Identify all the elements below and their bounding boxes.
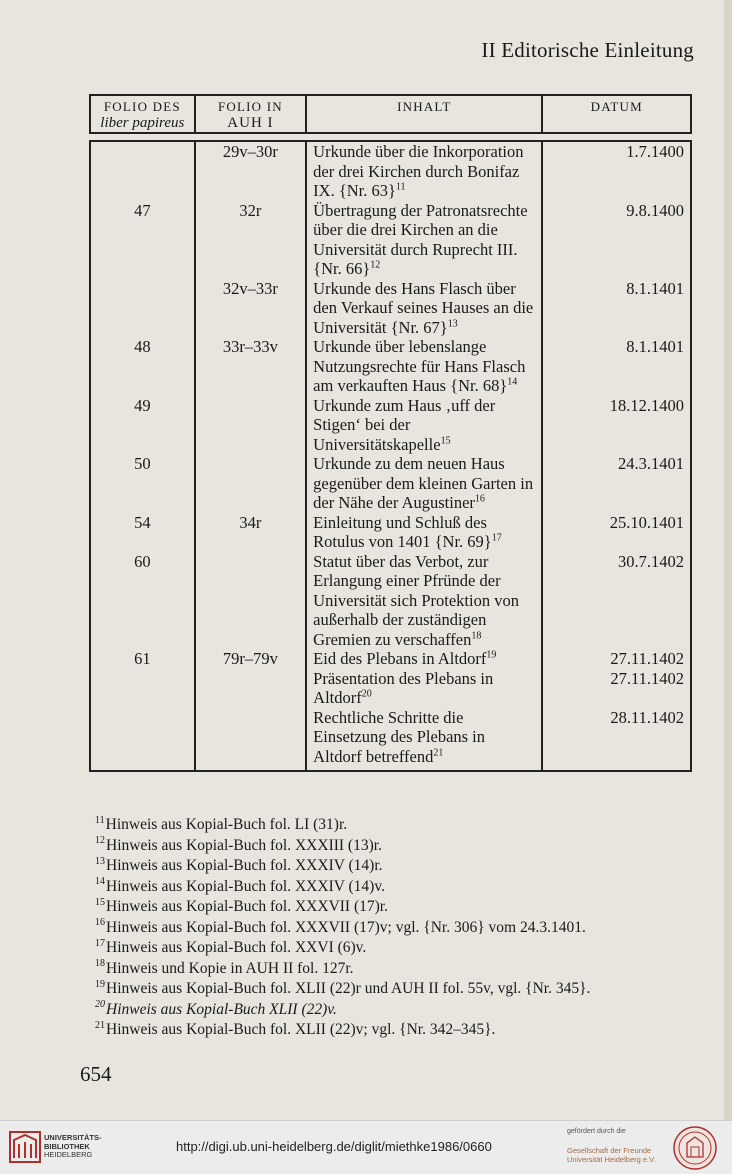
footnote-text: Hinweis aus Kopial-Buch fol. XXXVII (17)v; vgl. {Nr. 306} vom 24.3.1401. <box>106 918 586 936</box>
footnote-text: Hinweis aus Kopial-Buch fol. XXXVII (17)r. <box>106 898 388 915</box>
header-folio-liber-line2: liber papireus <box>100 115 185 131</box>
folio-liber-cell-text: 48 <box>134 337 151 356</box>
folio-auh-cell <box>195 454 307 513</box>
footnote-text: Hinweis aus Kopial-Buch fol. XLII (22)v; vgl. {Nr. 342–345}. <box>106 1021 496 1038</box>
inhalt-cell <box>306 708 542 772</box>
datum-cell <box>542 279 691 338</box>
folio-auh-cell <box>195 669 307 708</box>
sponsor-block <box>567 1128 656 1164</box>
footnote <box>95 959 695 980</box>
footnote-reference[interactable]: 17 <box>491 532 502 544</box>
footnote-number: 19 <box>95 978 105 990</box>
folio-liber-cell-text: 54 <box>134 512 151 532</box>
folio-auh-cell <box>195 141 307 201</box>
footnote <box>95 897 695 918</box>
datum-cell <box>542 513 691 552</box>
inhalt-cell-text: Statut über das Verbot, zur Erlangung einer Pfründe der Universität sich Protektion von außerhalb der zuständigen Gremien zu verschaffen <box>313 551 519 649</box>
folio-liber-cell <box>90 552 195 650</box>
footnote-number: 11 <box>95 814 105 826</box>
inhalt-cell-text: Urkunde zum Haus ‚uff der Stigen‘ bei der Universitätskapelle <box>313 395 496 454</box>
footnote-number: 18 <box>95 958 105 970</box>
inhalt-cell-text: Urkunde zu dem neuen Haus gegenüber dem kleinen Garten in der Nähe der Augustiner <box>313 454 534 512</box>
page-gutter-shadow <box>724 0 732 1120</box>
datum-cell-text: 25.10.1401 <box>609 512 684 532</box>
footnote-reference[interactable]: 15 <box>440 435 451 446</box>
folio-auh-cell <box>195 337 307 396</box>
header-folio-liber <box>90 95 195 133</box>
datum-cell <box>542 649 691 669</box>
folio-liber-cell <box>90 513 195 552</box>
folio-auh-cell <box>195 396 307 455</box>
header-folio-liber-line1: FOLIO DES <box>103 99 181 114</box>
folio-auh-cell-text: 32v–33r <box>222 278 278 298</box>
inhalt-cell-text: Präsentation des Plebans in Altdorf <box>313 668 494 707</box>
footnote-reference[interactable]: 12 <box>370 259 381 271</box>
footnote-number: 20 <box>95 999 105 1011</box>
footnote-text: Hinweis aus Kopial-Buch fol. XLII (22)r und AUH II fol. 55v, vgl. {Nr. 345}. <box>106 980 591 997</box>
permalink-url[interactable]: http://digi.ub.uni-heidelberg.de/diglit/miethke1986/0660 <box>176 1139 492 1154</box>
table-row <box>90 337 691 396</box>
table-row <box>90 513 691 552</box>
footnote-reference[interactable]: 14 <box>507 376 518 388</box>
folio-table <box>89 94 692 772</box>
table-row <box>90 649 691 669</box>
datum-cell <box>542 669 691 708</box>
university-seal-icon <box>672 1125 718 1171</box>
inhalt-cell <box>306 141 542 201</box>
library-name-line3: HEIDELBERG <box>44 1150 93 1159</box>
inhalt-cell <box>306 337 542 396</box>
footnotes <box>95 815 695 1041</box>
datum-cell-text: 1.7.1400 <box>626 142 684 161</box>
datum-cell-text: 28.11.1402 <box>610 707 684 727</box>
datum-cell <box>542 337 691 396</box>
inhalt-cell <box>306 201 542 279</box>
datum-cell <box>542 708 691 772</box>
footnote <box>95 815 695 836</box>
table-row <box>90 454 691 513</box>
folio-liber-cell <box>90 201 195 279</box>
folio-auh-cell-text: 34r <box>239 512 262 532</box>
datum-cell <box>542 396 691 455</box>
datum-cell <box>542 141 691 201</box>
sponsor-name-line1: Gesellschaft der Freunde <box>567 1146 652 1155</box>
folio-liber-cell <box>90 279 195 338</box>
footnote-reference[interactable]: 19 <box>486 649 497 661</box>
table-row <box>90 552 691 650</box>
datum-cell <box>542 552 691 650</box>
folio-liber-cell-text: 47 <box>134 200 151 220</box>
folio-auh-cell <box>195 279 307 338</box>
footnote-reference[interactable]: 16 <box>474 493 485 505</box>
footnote-text: Hinweis aus Kopial-Buch fol. LI (31)r. <box>105 816 348 833</box>
table-row <box>90 141 691 201</box>
folio-liber-cell <box>90 649 195 669</box>
datum-cell-text: 8.1.1401 <box>626 278 684 298</box>
header-folio-auh-line1: FOLIO IN <box>217 99 283 114</box>
footnote-text: Hinweis aus Kopial-Buch fol. XXXIV (14)r. <box>106 857 383 874</box>
folio-liber-cell <box>90 708 195 772</box>
footnote-text: Hinweis und Kopie in AUH II fol. 127r. <box>106 959 354 977</box>
inhalt-cell <box>306 649 542 669</box>
header-datum: DATUM <box>542 95 691 133</box>
folio-auh-cell-text: 33r–33v <box>222 337 278 356</box>
inhalt-cell-text: Rechtliche Schritte die Einsetzung des Plebans in Altdorf betreffend <box>313 707 486 766</box>
datum-cell <box>542 454 691 513</box>
digitization-footer <box>0 1120 732 1174</box>
table-row <box>90 279 691 338</box>
datum-cell-text: 24.3.1401 <box>618 454 684 473</box>
inhalt-cell-text: Urkunde über die Inkorporation der drei Kirchen durch Bonifaz IX. {Nr. 63} <box>313 142 524 200</box>
datum-cell-text: 27.11.1402 <box>610 649 684 668</box>
footnote-reference[interactable]: 18 <box>471 630 482 641</box>
inhalt-cell-text: Übertragung der Patronatsrechte über die drei Kirchen an die Universität durch Ruprecht III. {Nr. 66} <box>313 200 528 278</box>
folio-auh-cell-text: 32r <box>239 200 262 220</box>
library-name-line1: UNIVERSITÄTS- <box>44 1133 102 1142</box>
folio-auh-cell-text: 79r–79v <box>222 649 278 668</box>
footnote-number: 17 <box>95 937 105 949</box>
datum-cell-text: 8.1.1401 <box>626 337 684 356</box>
page-number: 654 <box>80 1062 112 1086</box>
footnote-number: 12 <box>95 835 105 847</box>
folio-liber-cell-text: 61 <box>134 649 151 668</box>
table-row <box>90 669 691 708</box>
folio-liber-cell <box>90 337 195 396</box>
folio-auh-cell <box>195 513 307 552</box>
folio-auh-cell <box>195 649 307 669</box>
folio-liber-cell <box>90 669 195 708</box>
library-name-line2: BIBLIOTHEK <box>44 1141 90 1151</box>
folio-liber-cell-text: 49 <box>134 395 151 415</box>
footnote <box>95 856 695 877</box>
table-row <box>90 396 691 455</box>
footnote-number: 13 <box>95 855 105 867</box>
inhalt-cell <box>306 454 542 513</box>
footnote-reference[interactable]: 20 <box>361 688 372 700</box>
table-row <box>90 708 691 772</box>
footnote <box>95 1020 695 1041</box>
library-name <box>44 1134 102 1160</box>
datum-cell-text: 9.8.1400 <box>626 200 684 220</box>
inhalt-cell <box>306 552 542 650</box>
folio-liber-cell-text: 50 <box>134 454 151 473</box>
footnote <box>95 877 695 898</box>
header-folio-auh-line2: AUH I <box>227 115 274 131</box>
footnote-text: Hinweis aus Kopial-Buch XLII (22)v. <box>106 1000 337 1018</box>
footnote-number: 14 <box>95 876 105 888</box>
sponsor-label: gefördert durch die <box>567 1128 626 1135</box>
inhalt-cell <box>306 669 542 708</box>
table-row <box>90 201 691 279</box>
footnote-text: Hinweis aus Kopial-Buch fol. XXXIII (13)r. <box>106 836 382 854</box>
sponsor-name-line2: Universität Heidelberg e.V. <box>567 1155 656 1164</box>
inhalt-cell-text: Einleitung und Schluß des Rotulus von 1401 {Nr. 69} <box>313 512 492 551</box>
inhalt-cell <box>306 396 542 455</box>
header-folio-auh <box>195 95 307 133</box>
datum-cell-text: 27.11.1402 <box>610 668 684 688</box>
inhalt-cell-text: Eid des Plebans in Altdorf <box>313 649 487 668</box>
datum-cell-text: 18.12.1400 <box>609 395 684 415</box>
footnote-reference[interactable]: 11 <box>395 181 406 193</box>
footnote-reference[interactable]: 13 <box>447 318 458 329</box>
footnote-number: 21 <box>95 1019 105 1031</box>
footnote-number: 15 <box>95 896 105 908</box>
folio-auh-cell <box>195 552 307 650</box>
footnote <box>95 918 695 939</box>
footnote <box>95 938 695 959</box>
footnote-reference[interactable]: 21 <box>433 747 444 758</box>
header-inhalt: INHALT <box>306 95 542 133</box>
running-head: II Editorische Einleitung <box>481 38 694 62</box>
footnote-text: Hinweis aus Kopial-Buch fol. XXXIV (14)v. <box>106 877 385 895</box>
folio-liber-cell <box>90 141 195 201</box>
table-header-row <box>90 95 691 133</box>
footnote-text: Hinweis aus Kopial-Buch fol. XXVI (6)v. <box>106 939 367 956</box>
inhalt-cell <box>306 513 542 552</box>
table-body <box>90 141 691 771</box>
library-logo-icon <box>8 1130 42 1164</box>
footnote <box>95 836 695 857</box>
folio-auh-cell <box>195 708 307 772</box>
footnote <box>95 979 695 1000</box>
inhalt-cell-text: Urkunde des Hans Flasch über den Verkauf seines Hauses an die Universität {Nr. 67} <box>313 278 534 337</box>
datum-cell-text: 30.7.1402 <box>618 551 684 571</box>
inhalt-cell-text: Urkunde über lebenslange Nutzungsrechte für Hans Flasch am verkauften Haus {Nr. 68} <box>313 337 526 395</box>
footnote <box>95 1000 695 1021</box>
inhalt-cell <box>306 279 542 338</box>
folio-auh-cell <box>195 201 307 279</box>
folio-liber-cell <box>90 396 195 455</box>
datum-cell <box>542 201 691 279</box>
footnote-number: 16 <box>95 917 105 929</box>
folio-liber-cell-text: 60 <box>134 551 151 571</box>
folio-auh-cell-text: 29v–30r <box>222 142 278 161</box>
folio-liber-cell <box>90 454 195 513</box>
